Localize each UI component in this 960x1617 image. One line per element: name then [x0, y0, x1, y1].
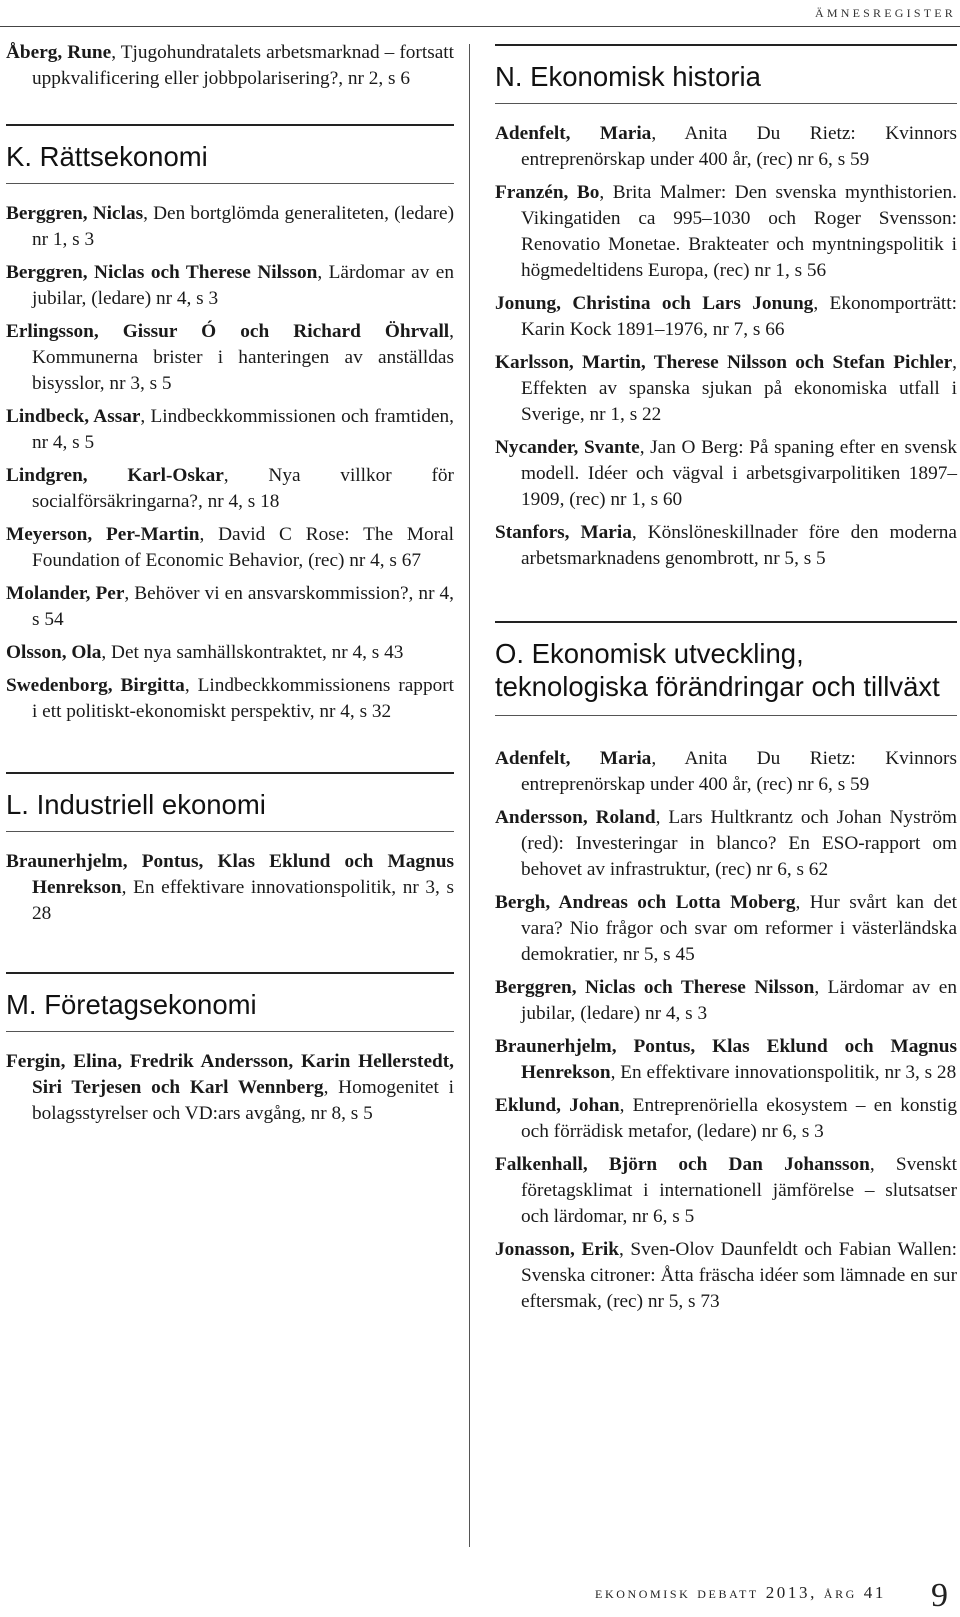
entry-text: , Anita Du Rietz: Kvinnors entreprenörskap under 400 år, (rec) nr 6, s 59 [521, 748, 957, 795]
entry-text: , Effekten av spanska sjukan på ekonomiska utfall i Sverige, nr 1, s 22 [521, 352, 957, 425]
entry-text: , Lärdomar av en jubilar, (ledare) nr 4, s 3 [32, 262, 454, 309]
entry-author: Franzén, Bo [495, 182, 600, 203]
entry-text: , Nya villkor för socialförsäkringarna?, nr 4, s 18 [32, 465, 454, 512]
section-title-k: K. Rättsekonomi [6, 141, 208, 172]
entry-text: , En effektivare innovationspolitik, nr 3, s 28 [32, 877, 454, 924]
index-entry [495, 805, 957, 883]
header-rule [0, 26, 960, 27]
entry-author: Berggren, Niclas och Therese Nilsson [495, 977, 815, 998]
running-head: ämnesregister [815, 2, 956, 21]
entry-author: Berggren, Niclas [6, 203, 144, 224]
entry-author: Braunerhjelm, Pontus, Klas Eklund och Magnus Henrekson [495, 1036, 957, 1083]
entry-author: Åberg, Rune [6, 42, 112, 63]
index-entry [495, 746, 957, 798]
entry-text: , Det nya samhällskontraktet, nr 4, s 43 [101, 642, 404, 663]
entry-author: Swedenborg, Birgitta [6, 675, 185, 696]
entry-text: , Lars Hultkrantz och Johan Nyström (red): Investeringar in blanco? En ESO-rapport om behovet av infrastruktur, (rec) nr 6, s 62 [521, 807, 957, 880]
entry-author: Karlsson, Martin, Therese Nilsson och Stefan Pichler [495, 352, 953, 373]
index-entry [495, 121, 957, 173]
journal-footer: ekonomisk debatt 2013, årg 41 [595, 1583, 886, 1602]
entry-text: , Homogenitet i bolagsstyrelser och VD:ars avgång, nr 8, s 5 [32, 1077, 454, 1124]
index-entry [495, 291, 957, 343]
section-title-o: O. Ekonomisk utveckling, teknologiska förändringar och tillväxt [495, 638, 940, 702]
entry-author: Nycander, Svante [495, 437, 640, 458]
entry-author: Adenfelt, Maria [495, 123, 652, 144]
index-entry [495, 1093, 957, 1145]
index-entry [6, 640, 454, 666]
entry-author: Jonung, Christina och Lars Jonung [495, 293, 814, 314]
index-entry [6, 522, 454, 574]
section-title-l: L. Industriell ekonomi [6, 789, 266, 820]
index-entry [6, 1049, 454, 1127]
entry-text: , Tjugohundratalets arbetsmarknad – fortsatt uppkvalificering eller jobbpolarisering?, nr 2, s 6 [32, 42, 454, 89]
right-column [495, 40, 957, 1322]
entry-text: , Brita Malmer: Den svenska mynthistorien. Vikingatiden ca 995–1030 och Roger Svensson: Renovatio Monetae. Brakteater och myntningspolitik i högmedeltidens Europa, (rec) nr 1, s 56 [521, 182, 957, 281]
index-entry [6, 673, 454, 725]
index-entry [6, 404, 454, 456]
index-entry [495, 1152, 957, 1230]
index-entry [6, 849, 454, 927]
entry-author: Andersson, Roland [495, 807, 656, 828]
entry-text: , Lärdomar av en jubilar, (ledare) nr 4, s 3 [521, 977, 957, 1024]
entry-author: Erlingsson, Gissur Ó och Richard Öhrvall [6, 321, 450, 342]
entry-author: Lindbeck, Assar [6, 406, 141, 427]
entry-author: Meyerson, Per-Martin [6, 524, 200, 545]
entry-text: , Lindbeckkommissionen och framtiden, nr 4, s 5 [32, 406, 454, 453]
entry-author: Fergin, Elina, Fredrik Andersson, Karin Hellerstedt, Siri Terjesen och Karl Wennberg [6, 1051, 454, 1098]
section-title-n: N. Ekonomisk historia [495, 61, 761, 92]
entry-author: Adenfelt, Maria [495, 748, 652, 769]
index-entry [495, 1034, 957, 1086]
index-entry [6, 463, 454, 515]
entry-author: Bergh, Andreas och Lotta Moberg [495, 892, 796, 913]
entry-author: Falkenhall, Björn och Dan Johansson [495, 1154, 870, 1175]
section-title-m: M. Företagsekonomi [6, 989, 257, 1020]
index-entry [495, 180, 957, 284]
page-number: 9 [931, 1577, 948, 1614]
entry-text: , En effektivare innovationspolitik, nr 3, s 28 [610, 1062, 957, 1083]
index-entry [6, 201, 454, 253]
entry-text: , Hur svårt kan det vara? Nio frågor och svar om reformer i västerländska demokratier, nr 5, s 45 [521, 892, 958, 965]
entry-text: , Kommunerna brister i hanteringen av anställdas bisysslor, nr 3, s 5 [32, 321, 454, 394]
index-entry [495, 975, 957, 1027]
entry-author: Jonasson, Erik [495, 1239, 619, 1260]
entry-text: , Könslöneskillnader före den moderna arbetsmarknadens genombrott, nr 5, s 5 [521, 522, 957, 569]
entry-text: , Behöver vi en ansvarskommission?, nr 4, s 54 [32, 583, 454, 630]
entry-author: Molander, Per [6, 583, 125, 604]
entry-text: , Entreprenöriella ekosystem – en konstig och förrädisk metafor, (ledare) nr 6, s 3 [521, 1095, 958, 1142]
entry-text: , Den bortglömda generaliteten, (ledare) nr 1, s 3 [32, 203, 455, 250]
entry-author: Braunerhjelm, Pontus, Klas Eklund och Magnus Henrekson [6, 851, 454, 898]
column-divider [469, 44, 470, 1547]
index-entry [495, 350, 957, 428]
entry-author: Eklund, Johan [495, 1095, 620, 1116]
index-entry [6, 260, 454, 312]
index-entry [495, 435, 957, 513]
entry-text: , Svenskt företagsklimat i internationell jämförelse – slutsatser och lärdomar, nr 6, s 5 [521, 1154, 957, 1227]
entry-author: Berggren, Niclas och Therese Nilsson [6, 262, 318, 283]
index-entry [6, 40, 454, 92]
index-entry [6, 581, 454, 633]
entry-text: , Anita Du Rietz: Kvinnors entreprenörskap under 400 år, (rec) nr 6, s 59 [521, 123, 957, 170]
index-entry [6, 319, 454, 397]
entry-text: , Lindbeckkommissionens rapport i ett politiskt-ekonomiskt perspektiv, nr 4, s 32 [32, 675, 455, 722]
entry-author: Lindgren, Karl-Oskar [6, 465, 224, 486]
entry-text: , Jan O Berg: På spaning efter en svensk modell. Idéer och vägval i arbetsgivarpolitiken 1897–1909, (rec) nr 1, s 60 [521, 437, 957, 510]
entry-text: , David C Rose: The Moral Foundation of Economic Behavior, (rec) nr 4, s 67 [32, 524, 454, 571]
index-entry [495, 1237, 957, 1315]
entry-text: , Sven-Olov Daunfeldt och Fabian Wallen: Svenska citroner: Åtta fräscha idéer som lämnade en sur eftersmak, (rec) nr 5, s 73 [521, 1239, 958, 1312]
index-entry [495, 520, 957, 572]
index-entry [495, 890, 957, 968]
left-column [6, 40, 454, 1134]
entry-text: , Ekonomporträtt: Karin Kock 1891–1976, nr 7, s 66 [521, 293, 957, 340]
entry-author: Stanfors, Maria [495, 522, 632, 543]
entry-author: Olsson, Ola [6, 642, 102, 663]
